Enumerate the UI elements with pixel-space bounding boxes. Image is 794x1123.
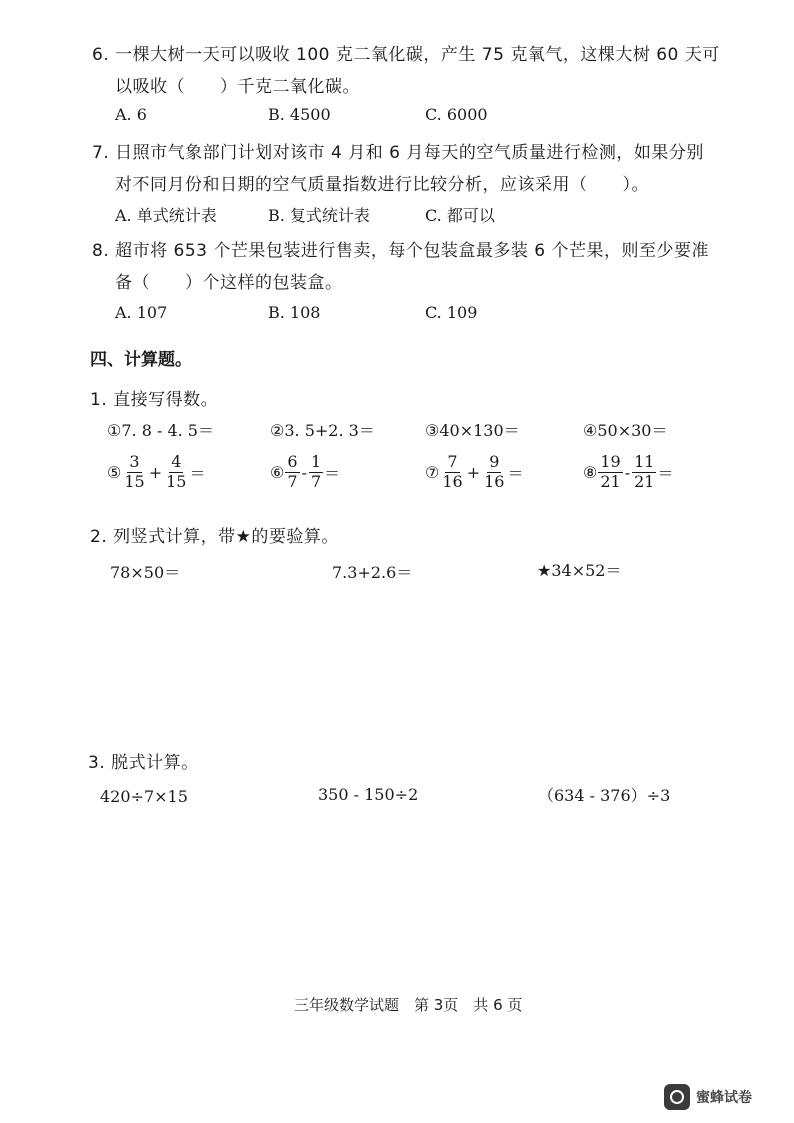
part-2-title: 2. 列竖式计算，带★的要验算。 <box>90 527 339 547</box>
question-8-line-2: 备（ ）个这样的包装盒。 <box>115 273 343 293</box>
item-mark: ⑦ <box>425 462 440 482</box>
operator: + <box>466 462 481 482</box>
question-8-line-1: 8. 超市将 653 个芒果包装进行售卖，每个包装盒最多装 6 个芒果，则至少要准 <box>92 241 710 261</box>
denominator: 16 <box>484 471 505 491</box>
numerator: 1 <box>310 452 322 471</box>
vertical-calc-1: 78×50＝ <box>110 563 181 582</box>
question-7-option-c: C. 都可以 <box>425 206 495 225</box>
fraction <box>285 454 299 491</box>
step-calc-2: 350 - 150÷2 <box>318 785 419 804</box>
denominator: 15 <box>124 471 145 491</box>
oral-calc-4: ④50×30＝ <box>583 421 668 440</box>
vertical-calc-2: 7.3+2.6＝ <box>332 563 413 582</box>
oral-calc-6 <box>270 454 340 491</box>
question-6-option-c: C. 6000 <box>425 105 488 124</box>
denominator: 7 <box>310 471 322 491</box>
step-calc-3: （634 - 376）÷3 <box>538 786 671 805</box>
question-8-option-c: C. 109 <box>425 303 478 322</box>
numerator: 19 <box>600 452 621 471</box>
oral-calc-2: ②3. 5+2. 3＝ <box>270 421 375 440</box>
oral-calc-3: ③40×130＝ <box>425 421 520 440</box>
vertical-calc-3: ★34×52＝ <box>537 561 622 580</box>
item-mark: ⑤ <box>107 462 122 482</box>
operator: - <box>624 462 631 482</box>
fraction <box>440 454 464 491</box>
fraction <box>122 454 146 491</box>
numerator: 11 <box>634 452 655 471</box>
item-mark: ⑧ <box>583 462 598 482</box>
operator: - <box>301 462 307 482</box>
question-8-option-b: B. 108 <box>268 303 321 322</box>
question-6-line-2: 以吸收（ ）千克二氧化碳。 <box>115 77 360 97</box>
oral-calc-7 <box>425 454 523 491</box>
item-mark: ⑥ <box>270 462 285 482</box>
section-4-title: 四、计算题。 <box>90 350 192 370</box>
numerator: 7 <box>447 452 458 471</box>
question-6-line-1: 6. 一棵大树一天可以吸收 100 克二氧化碳，产生 75 克氧气，这棵大树 60 天可 <box>92 45 720 65</box>
question-6-option-a: A. 6 <box>115 105 147 124</box>
denominator: 15 <box>166 471 187 491</box>
question-8-option-a: A. 107 <box>115 303 168 322</box>
part-1-title: 1. 直接写得数。 <box>90 390 219 410</box>
question-7-line-2: 对不同月份和日期的空气质量指数进行比较分析，应该采用（ ）。 <box>115 175 649 195</box>
fraction <box>632 454 656 491</box>
numerator: 6 <box>287 452 298 471</box>
denominator: 21 <box>600 471 621 491</box>
equals-sign: ＝ <box>657 463 674 483</box>
oral-calc-5 <box>107 454 205 491</box>
denominator: 7 <box>287 471 298 491</box>
fraction <box>598 454 622 491</box>
question-7-line-1: 7. 日照市气象部门计划对该市 4 月和 6 月每天的空气质量进行检测，如果分别 <box>92 143 704 163</box>
bee-logo-icon <box>664 1084 690 1110</box>
equals-sign: ＝ <box>507 463 524 483</box>
equals-sign: ＝ <box>324 463 341 483</box>
question-7-option-b: B. 复式统计表 <box>268 206 370 225</box>
numerator: 4 <box>171 452 182 471</box>
denominator: 16 <box>442 471 463 491</box>
part-3-title: 3. 脱式计算。 <box>88 753 199 773</box>
numerator: 9 <box>489 452 500 471</box>
question-7-option-a: A. 单式统计表 <box>115 206 217 225</box>
oral-calc-8 <box>583 454 673 491</box>
page-footer: 三年级数学试题 第 3页 共 6 页 <box>294 996 523 1014</box>
watermark <box>664 1084 752 1110</box>
equals-sign: ＝ <box>189 463 206 483</box>
oral-calc-1: ①7. 8 - 4. 5＝ <box>107 421 214 440</box>
fraction <box>164 454 188 491</box>
fraction <box>482 454 506 491</box>
question-6-option-b: B. 4500 <box>268 105 331 124</box>
step-calc-1: 420÷7×15 <box>100 787 188 806</box>
denominator: 21 <box>634 471 655 491</box>
numerator: 3 <box>129 452 140 471</box>
watermark-text: 蜜蜂试卷 <box>696 1090 752 1106</box>
fraction <box>309 454 323 491</box>
operator: + <box>148 462 163 482</box>
